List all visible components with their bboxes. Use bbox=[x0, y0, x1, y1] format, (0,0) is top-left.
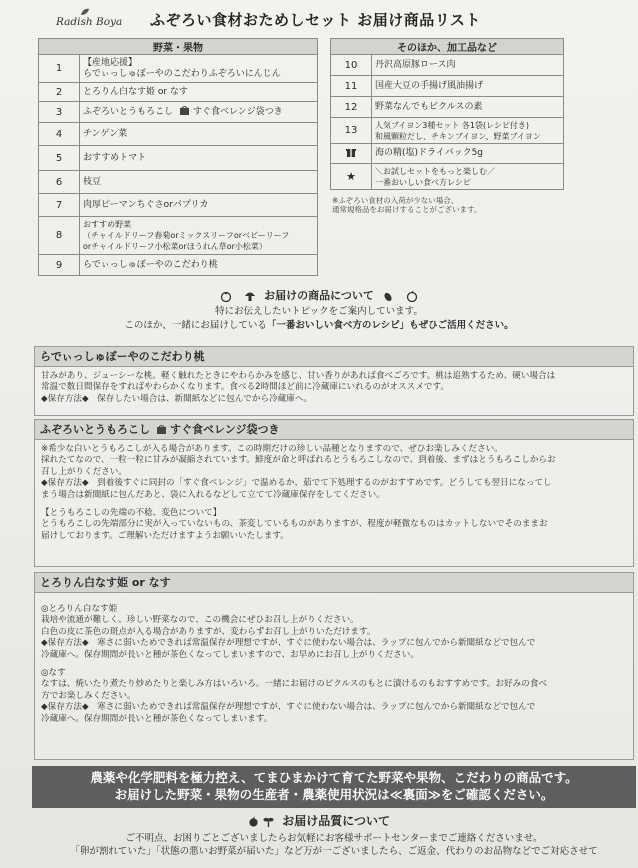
producer-info-banner: 農薬や化学肥料を極力控え、てまひまかけて育てた野菜や果物、こだわりの商品です。 お届けした野菜・果物の生産者・農薬使用状況は≪裏面≫をご確認ください。 bbox=[32, 766, 636, 808]
table-row bbox=[39, 83, 318, 102]
table-row bbox=[39, 194, 318, 217]
item-label: 一番おいしい食べ方レシピ bbox=[375, 177, 471, 187]
item-label: 丹沢高原豚ロース肉 bbox=[372, 55, 564, 76]
logo-text: Radish Boya bbox=[56, 16, 123, 28]
eggplant-title: とろりん白なす姫 or なす bbox=[35, 573, 633, 593]
gift-icon bbox=[346, 147, 356, 157]
table-row bbox=[39, 171, 318, 194]
sprout-icon bbox=[263, 816, 274, 827]
other-items-heading: そのほか、加工品など bbox=[331, 39, 564, 55]
table-row bbox=[331, 97, 564, 118]
row-number: 2 bbox=[39, 83, 80, 102]
item-label: らでぃっしゅぼーやのこだわりふぞろいにんじん bbox=[83, 68, 281, 79]
row-number: 7 bbox=[39, 194, 80, 217]
leaf-logo-icon bbox=[80, 8, 90, 16]
other-items-table bbox=[330, 38, 564, 190]
brand-logo bbox=[56, 8, 146, 30]
corn-title: ふぞろいとうもろこし すぐ食ベレンジ袋つき bbox=[35, 420, 633, 440]
substitution-note: ※ふぞろい食材の入荷が少ない場合、 通常規格品をお届けすることがございます。 bbox=[332, 196, 482, 214]
apple-icon bbox=[248, 816, 259, 827]
row-number: 1 bbox=[39, 55, 80, 83]
row-number: 4 bbox=[39, 123, 80, 146]
recipe-callout: 「一番おいしい食べ方のレシピ」もぜひご活用ください。 bbox=[266, 320, 514, 331]
table-row bbox=[39, 255, 318, 276]
row-number: 5 bbox=[39, 146, 80, 171]
tomato-icon bbox=[220, 290, 232, 302]
item-label: とろりん白なす姫 or なす bbox=[80, 83, 318, 102]
table-row bbox=[39, 146, 318, 171]
document-header bbox=[40, 6, 630, 32]
produce-table-heading: 野菜・果物 bbox=[39, 39, 318, 55]
apple-icon bbox=[406, 290, 418, 302]
products-section-heading: お届けの商品について bbox=[0, 287, 638, 303]
item-label: おすすめ野菜 bbox=[83, 220, 132, 229]
item-label: おすすめトマト bbox=[80, 146, 318, 171]
bag-icon bbox=[156, 425, 167, 434]
item-label: らでぃっしゅぼーやのこだわり桃 bbox=[80, 255, 318, 276]
row-number: 11 bbox=[331, 76, 372, 97]
item-label: ＼お試しセットをもっと楽しむ／ bbox=[375, 166, 495, 176]
row-number: 9 bbox=[39, 255, 80, 276]
item-label: 和風顆粒だし、チキンブイヨン、野菜ブイヨン bbox=[375, 131, 541, 141]
quality-section-heading: お届け品質について bbox=[0, 812, 638, 829]
item-label: 海の精(塩)ドライパック5g bbox=[372, 144, 564, 164]
item-label: チンゲン菜 bbox=[80, 123, 318, 146]
item-label: 国産大豆の手揚げ風油揚げ bbox=[372, 76, 564, 97]
item-label: 【産地応援】 bbox=[83, 57, 138, 68]
products-intro-line2: このほか、一緒にお届けしている「一番おいしい食べ方のレシピ」もぜひご活用ください。 bbox=[124, 320, 514, 331]
item-label: 肉厚ピーマンちぐさorパプリカ bbox=[80, 194, 318, 217]
row-number: 3 bbox=[39, 102, 80, 123]
row-number: 13 bbox=[331, 118, 372, 144]
table-row bbox=[39, 217, 318, 255]
table-row bbox=[331, 164, 564, 190]
item-label: （チャイルドリーフ春菊orミックスリーフorベビーリーフ bbox=[83, 231, 290, 240]
item-label: 枝豆 bbox=[80, 171, 318, 194]
row-number: 6 bbox=[39, 171, 80, 194]
item-label: orチャイルドリーフ小松菜orほうれん草or小松菜） bbox=[83, 242, 267, 251]
corn-info-block: ふぞろいとうもろこし すぐ食ベレンジ袋つき ※希少な白いとうもろこしが入る場合があります。この時期だけの珍しい品種となりますので、ぜひお楽しみください。 採れたてなので、一粒一粒に甘みが凝縮されています。鮮度が命と呼ばれるとうもろこしなので、到着後、まずはとうもろこしからお 召し上がりください。 ◆保存方法◆ 到着後すぐに同封の「すぐ食ベレンジ」で温めるか、茹でて下処理するのがおすすめです。どうしても翌日になってし まう場合は新聞紙に包んだあと、袋に入れるなどして立てて冷蔵庫保存をしてください。 【とうもろこしの先端の不稔、変色について】 とうもろこしの先端部分に実が入っていないもの、茶変しているものがありますが、程度が軽微なものはカットしないでそのままお 届けしております。ご理解いただけますようお願いいたします。 bbox=[34, 419, 634, 567]
produce-table bbox=[38, 38, 318, 276]
table-row bbox=[331, 144, 564, 164]
table-row bbox=[331, 76, 564, 97]
star-icon: ★ bbox=[346, 170, 356, 183]
products-intro-line1: 特にお伝えしたいトピックをご案内しています。 bbox=[215, 306, 423, 317]
eggplant-icon bbox=[382, 290, 394, 302]
row-number: 12 bbox=[331, 97, 372, 118]
table-row bbox=[331, 118, 564, 144]
item-label: ふぞろいとうもろこし bbox=[83, 107, 174, 117]
item-tag: すぐ食ベレンジ袋つき bbox=[193, 107, 283, 117]
row-number: 8 bbox=[39, 217, 80, 255]
peach-info-block: らでぃっしゅぼーやのこだわり桃 甘みがあり、ジューシーな桃。軽く触れたときにやわらかみを感じ、甘い香りがあれば食べごろです。桃は追熟するため、硬い場合は 常温で数日間保存をすればやわらかくなります。食べる2時間ほど前に冷蔵庫にいれるのがオススメです。 ◆保存方法◆ 保存したい場合は、新聞紙などに包んでから冷蔵庫へ。 bbox=[34, 346, 634, 416]
bag-icon bbox=[179, 106, 190, 115]
item-label: 人気ブイヨン3種セット 各1袋(レシピ付き) bbox=[375, 120, 530, 130]
mushroom-icon bbox=[244, 290, 256, 302]
item-label: 野菜なんでもピクルスの素 bbox=[372, 97, 564, 118]
peach-title: らでぃっしゅぼーやのこだわり桃 bbox=[35, 347, 633, 367]
table-row bbox=[39, 55, 318, 83]
row-number: 10 bbox=[331, 55, 372, 76]
table-row bbox=[39, 123, 318, 146]
support-contact-text: ご不明点、お困りごとございましたらお気軽にお客様サポートセンターまでご連絡くださいませ。 「卵が割れていた」「状態の悪いお野菜が届いた」など万が一ございましたら、ご返金、代わりのお品物などでご対応させて bbox=[70, 833, 598, 857]
table-row bbox=[331, 55, 564, 76]
table-row bbox=[39, 102, 318, 123]
eggplant-info-block: とろりん白なす姫 or なす ◎とろりん白なす姫 栽培や流通が難しく、珍しい野菜なので、この機会にぜひお召し上がりください。 白色の皮に茶色の斑点が入る場合がありますが、変わらずお召し上がりいただけます。 ◆保存方法◆ 寒さに弱いためできれば常温保存が理想ですが、すぐに使わない場合は、ラップに包んでから新聞紙などで包んで 冷蔵庫へ。保存期間が長いと種が茶色くなってしまいますので、お早めにお召し上がりください。 ◎なす なすは、焼いたり煮たり炒めたりと楽しみ方はいろいろ。一緒にお届けのピクルスのもとに漬けるのもおすすめです。お好みの食べ 方でお楽しみください。 ◆保存方法◆ 寒さに弱いためできれば常温保存が理想ですが、すぐに使わない場合は、ラップに包んでから新聞紙などで包んで 冷蔵庫へ。保存期間が長いと種が茶色くなってしまいます。 bbox=[34, 572, 634, 760]
page-title: ふぞろい食材おためしセット お届け商品リスト bbox=[150, 11, 481, 29]
